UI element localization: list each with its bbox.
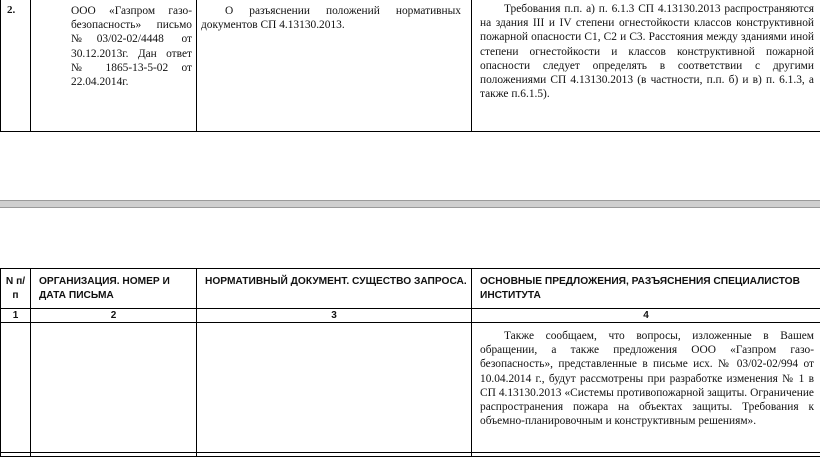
header-document: НОРМАТИВНЫЙ ДОКУМЕНТ. СУЩЕСТВО ЗАПРОСА. [197, 269, 472, 309]
continued-table-top [0, 0, 820, 132]
column-number: 3 [197, 309, 472, 323]
column-number: 2 [31, 309, 197, 323]
organization-cell: ООО «Газпром газо-безопасность» письмо №03/02-02/4448 от 30.12.2013г. Дан ответ № 1865-13-5-02 от 22.04.2014г. [31, 0, 197, 132]
column-number: 1 [1, 309, 31, 323]
document-cell: О разъяснении положений нормативных документов СП 4.13130.2013. [197, 0, 472, 132]
cut-cell [197, 453, 472, 457]
answer-cell: Требования п.п. а) п. 6.1.3 СП 4.13130.2013 распространяются на здания III и IV степени огнестойкости классов конструктивной пожарной опасности С1, С2 и С3. Расстояния между зданиями иной степени огнестойкости и классов конструктивной пожарной опасности следует определять в соответствии с другими положениями СП 4.13130.2013 (в частности, п.п. б) и в) п. 6.1.3, а также п.6.1.5). [472, 0, 820, 132]
cut-cell [1, 453, 31, 457]
cut-cell [31, 453, 197, 457]
page-bottom-previous [0, 0, 820, 200]
row-number: 2. [1, 0, 31, 132]
column-numbers-row [1, 309, 820, 323]
header-number: N п/п [1, 269, 31, 309]
responses-table [0, 268, 820, 457]
row-number-empty [1, 323, 31, 453]
table-row [1, 323, 820, 453]
header-organization: ОРГАНИЗАЦИЯ. НОМЕР И ДАТА ПИСЬМА [31, 269, 197, 309]
column-number: 4 [472, 309, 820, 323]
document-empty [197, 323, 472, 453]
cut-cell [472, 453, 820, 457]
header-answer: ОСНОВНЫЕ ПРЕДЛОЖЕНИЯ, РАЗЪЯСНЕНИЯ СПЕЦИАЛИСТОВ ИНСТИТУТА [472, 269, 820, 309]
page-separator [0, 200, 820, 208]
table-row-cut [1, 453, 820, 457]
organization-empty [31, 323, 197, 453]
table-row [1, 0, 820, 132]
header-row [1, 269, 820, 309]
answer-cell: Также сообщаем, что вопросы, изложенные в Вашем обращении, а также предложения ООО «Газпром газо-безопасность», представленные в письме исх. № 03/02-02/994 от 10.04.2014 г., будут рассмотрены при разработке изменения № 1 в СП 4.13130.2013 «Системы противопожарной защиты. Ограничение распространения пожара на объектах защиты. Требования к объемно-планировочным и конструктивным решениям». [472, 323, 820, 453]
